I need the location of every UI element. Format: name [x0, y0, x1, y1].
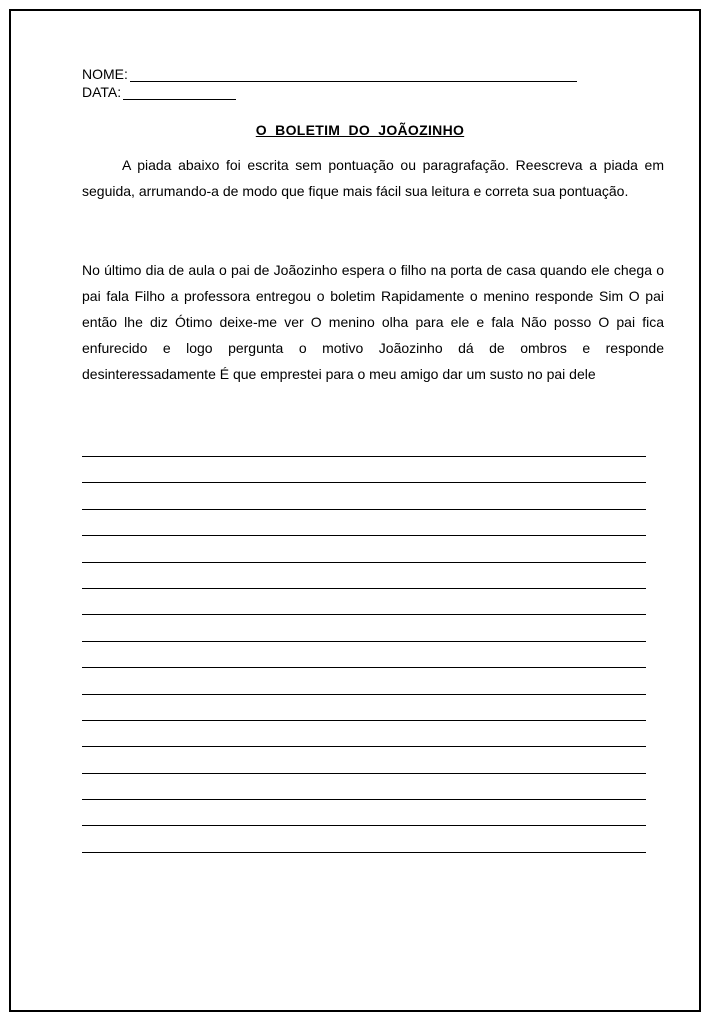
answer-line[interactable] [82, 562, 646, 563]
instructions-paragraph: A piada abaixo foi escrita sem pontuação ou paragrafação. Reescreva a piada em seguida, arrumando-a de modo que fique mais fácil sua leitura e correta sua pontuação. [82, 157, 664, 199]
answer-line[interactable] [82, 614, 646, 615]
document-title: O BOLETIM DO JOÃOZINHO [255, 122, 465, 138]
answer-line[interactable] [82, 746, 646, 747]
date-label: DATA: [82, 84, 122, 100]
answer-line[interactable] [82, 456, 646, 457]
answer-line[interactable] [82, 852, 646, 853]
answer-lines [82, 456, 646, 878]
answer-line[interactable] [82, 825, 646, 826]
answer-line[interactable] [82, 588, 646, 589]
name-blank-line[interactable] [130, 67, 577, 82]
date-field-row [82, 84, 236, 100]
answer-line[interactable] [82, 799, 646, 800]
answer-line[interactable] [82, 482, 646, 483]
joke-paragraph: No último dia de aula o pai de Joãozinho espera o filho na porta de casa quando ele chega o pai fala Filho a professora entregou o boletim Rapidamente o menino responde Sim O pai então lhe diz Ótimo deixe-me ver O menino olha para ele e fala Não posso O pai fica enfurecido e logo pergunta o motivo Joãozinho dá de ombros e responde desinteressadamente É que emprestei para o meu amigo dar um susto no pai dele [82, 262, 664, 382]
answer-line[interactable] [82, 720, 646, 721]
answer-line[interactable] [82, 509, 646, 510]
answer-line[interactable] [82, 694, 646, 695]
answer-line[interactable] [82, 773, 646, 774]
answer-line[interactable] [82, 667, 646, 668]
answer-line[interactable] [82, 535, 646, 536]
date-blank-line[interactable] [123, 85, 236, 100]
answer-line[interactable] [82, 641, 646, 642]
name-label: NOME: [82, 66, 128, 82]
name-field-row [82, 66, 577, 82]
